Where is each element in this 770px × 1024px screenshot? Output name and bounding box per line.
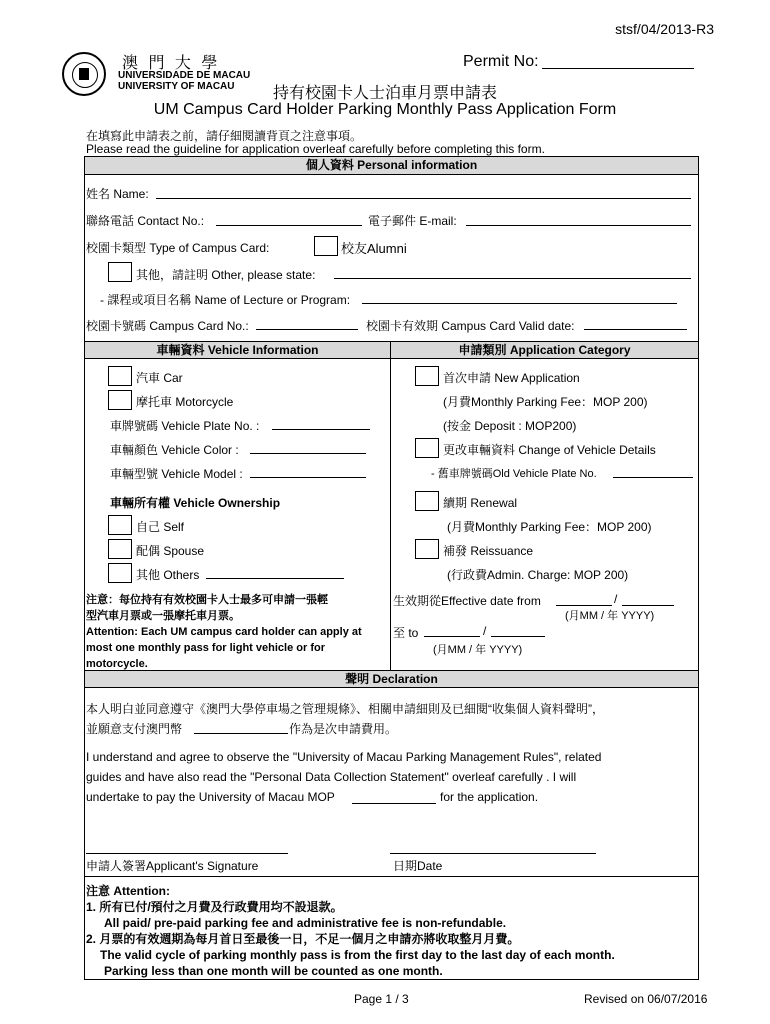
declaration-header: 聲明 Declaration (85, 671, 698, 688)
name-field[interactable] (156, 198, 691, 199)
reissuance-label: 補發 Reissuance (443, 544, 534, 558)
doc-code: stsf/04/2013-R3 (615, 21, 714, 37)
model-field[interactable] (250, 477, 366, 478)
effective-month-field[interactable] (556, 605, 612, 606)
lecture-field[interactable] (362, 303, 677, 304)
vehicle-note (86, 592, 388, 672)
alumni-checkbox[interactable] (314, 236, 338, 256)
declaration-en-3a: undertake to pay the University of Macau MOP (86, 790, 335, 804)
attention-block (86, 883, 696, 979)
renewal-checkbox[interactable] (415, 491, 439, 511)
note-en-2: most one monthly pass for light vehicle or for (86, 642, 325, 654)
other-card-field[interactable] (334, 278, 691, 279)
logo-en: UNIVERSITY OF MACAU (118, 81, 235, 92)
column-divider (390, 341, 391, 671)
date-label: 日期Date (393, 859, 443, 873)
note-zh-1: 注意：每位持有有效校園卡人士最多可申請一張輕 (86, 594, 328, 606)
color-label: 車輛顏色 Vehicle Color : (110, 443, 239, 457)
attention-1-zh: 1. 所有已付/預付之月費及行政費用均不設退款。 (86, 900, 343, 914)
vehicle-info-header: 車輛資料 Vehicle Information (85, 342, 390, 359)
declaration-zh-2a: 並願意支付澳門幣 (86, 722, 183, 736)
email-field[interactable] (466, 225, 691, 226)
spouse-checkbox[interactable] (108, 539, 132, 559)
card-no-field[interactable] (256, 329, 358, 330)
note-en-1: Attention: Each UM campus card holder can apply at (86, 626, 362, 638)
valid-date-field[interactable] (584, 329, 687, 330)
attention-1-en: All paid/ pre-paid parking fee and administrative fee is non-refundable. (104, 916, 507, 930)
attention-title: 注意 Attention: (86, 884, 170, 898)
to-month-field[interactable] (424, 636, 480, 637)
self-label: 自己 Self (136, 520, 185, 534)
to-date-label: 至 to (393, 626, 419, 640)
contact-label: 聯絡電話 Contact No.: (86, 214, 205, 228)
signature-field[interactable] (86, 853, 288, 854)
revised-date: Revised on 06/07/2016 (584, 992, 708, 1006)
alumni-label: 校友Alumni (341, 241, 407, 256)
contact-field[interactable] (216, 225, 362, 226)
application-category-header: 申請類別 Application Category (391, 342, 698, 359)
self-checkbox[interactable] (108, 515, 132, 535)
car-checkbox[interactable] (108, 366, 132, 386)
old-plate-label: - 舊車牌號碼Old Vehicle Plate No. (431, 468, 597, 480)
permit-no-label: Permit No: (463, 53, 539, 70)
date-field[interactable] (390, 853, 596, 854)
monthly-fee-renewal: (月費Monthly Parking Fee：MOP 200) (447, 520, 652, 534)
declaration-zh-2b: 作為是次申請費用。 (289, 722, 398, 736)
new-application-checkbox[interactable] (415, 366, 439, 386)
other-card-checkbox[interactable] (108, 262, 132, 282)
card-type-label: 校園卡類型 Type of Campus Card: (86, 241, 270, 255)
title-zh: 持有校園卡人士泊車月票申請表 (272, 85, 497, 102)
declaration-zh-1: 本人明白並同意遵守《澳門大學停車場之管理規條》、相關申請細則及已細閱“收集個人資料聲明”， (86, 702, 604, 716)
note-en-3: motorcycle. (86, 658, 148, 670)
fee-amount-zh-field[interactable] (194, 733, 288, 734)
others-label: 其他 Others (136, 568, 200, 582)
motorcycle-checkbox[interactable] (108, 390, 132, 410)
to-year-field[interactable] (491, 636, 545, 637)
model-label: 車輛型號 Vehicle Model : (110, 467, 243, 481)
logo-zh: 澳 門 大 學 (122, 55, 221, 72)
permit-no-field[interactable] (542, 68, 694, 69)
declaration-en-2: guides and have also read the "Personal Data Collection Statement" overleaf carefully . I will (86, 770, 577, 784)
new-application-label: 首次申請 New Application (443, 371, 580, 385)
reissuance-checkbox[interactable] (415, 539, 439, 559)
change-details-label: 更改車輛資料 Change of Vehicle Details (443, 443, 656, 457)
spouse-label: 配偶 Spouse (136, 544, 205, 558)
other-card-label: 其他，請註明 Other, please state: (136, 268, 316, 282)
page-number: Page 1 / 3 (354, 992, 409, 1006)
renewal-label: 續期 Renewal (443, 496, 518, 510)
change-details-checkbox[interactable] (415, 438, 439, 458)
old-plate-field[interactable] (613, 477, 693, 478)
admin-charge-label: (行政費Admin. Charge: MOP 200) (447, 568, 629, 582)
email-label: 電子郵件 E-mail: (368, 214, 457, 228)
color-field[interactable] (250, 453, 366, 454)
valid-date-label: 校園卡有效期 Campus Card Valid date: (366, 319, 575, 333)
mm-yyyy-hint-2: (月MM / 年 YYYY) (433, 644, 523, 656)
guideline-en: Please read the guideline for application overleaf carefully before completing this form. (86, 142, 545, 156)
attention-2-en-2: Parking less than one month will be counted as one month. (104, 964, 443, 978)
others-checkbox[interactable] (108, 563, 132, 583)
mm-yyyy-hint-1: (月MM / 年 YYYY) (565, 610, 655, 622)
effective-year-field[interactable] (622, 605, 674, 606)
attention-2-en-1: The valid cycle of parking monthly pass is from the first day to the last day of each month. (100, 948, 615, 962)
guideline-zh: 在填寫此申請表之前，請仔細閱讀背頁之注意事項。 (86, 129, 363, 143)
deposit-label: (按金 Deposit : MOP200) (443, 419, 577, 433)
personal-info-header: 個人資料 Personal information (85, 157, 698, 175)
declaration-en-1: I understand and agree to observe the "University of Macau Parking Management Rules", related (86, 750, 602, 764)
motorcycle-label: 摩托車 Motorcycle (136, 395, 234, 409)
title-en: UM Campus Card Holder Parking Monthly Pass Application Form (153, 101, 617, 118)
declaration-en-3b: for the application. (440, 790, 539, 804)
attention-2-zh: 2. 月票的有效週期為每月首日至最後一日，不足一個月之申請亦將收取整月月費。 (86, 932, 520, 946)
fee-amount-en-field[interactable] (352, 803, 436, 804)
plate-label: 車牌號碼 Vehicle Plate No. : (110, 419, 260, 433)
note-zh-2: 型汽車月票或一張摩托車月票。 (86, 610, 240, 622)
signature-label: 申請人簽署Applicant's Signature (86, 859, 259, 873)
card-no-label: 校園卡號碼 Campus Card No.: (86, 319, 249, 333)
car-label: 汽車 Car (136, 371, 183, 385)
to-slash: / (483, 624, 487, 638)
ownership-label: 車輛所有權 Vehicle Ownership (110, 496, 281, 510)
monthly-fee-new: (月費Monthly Parking Fee：MOP 200) (443, 395, 648, 409)
name-label: 姓名 Name: (86, 187, 149, 201)
effective-slash: / (614, 592, 618, 606)
lecture-label: - 課程或項目名稱 Name of Lecture or Program: (100, 293, 351, 307)
effective-date-label: 生效期從Effective date from (393, 594, 541, 608)
others-field[interactable] (206, 578, 344, 579)
declaration-divider (85, 876, 698, 877)
logo-pt: UNIVERSIDADE DE MACAU (118, 70, 251, 81)
plate-field[interactable] (272, 429, 370, 430)
